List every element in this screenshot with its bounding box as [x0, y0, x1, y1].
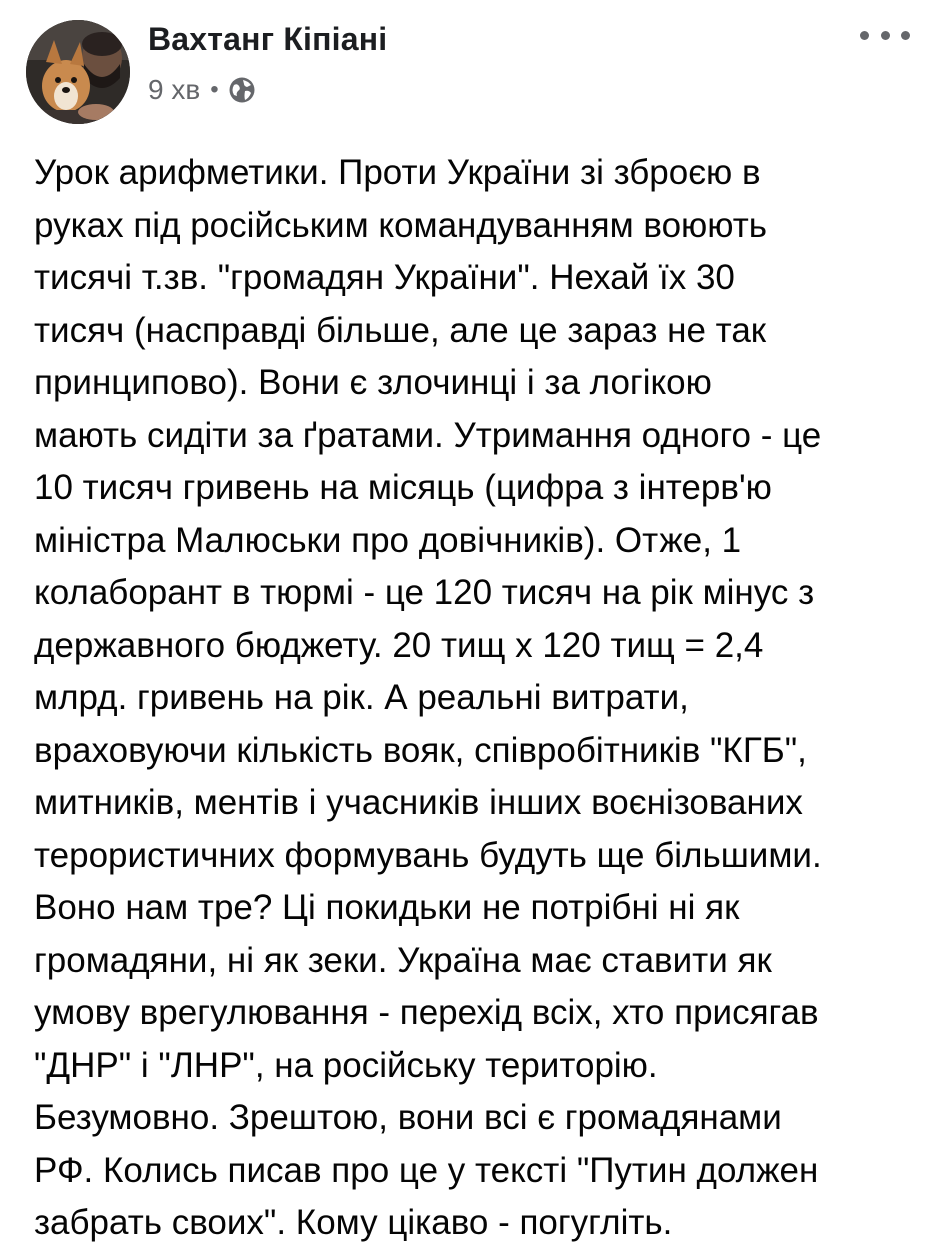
post-text-line: митників, ментів і учасників інших воєнізованих [34, 783, 803, 822]
post-text-line: принципово). Вони є злочинці і за логікою [34, 363, 712, 402]
more-options-icon [881, 31, 890, 40]
post-text-line: громадяни, ні як зеки. Україна має ставити як [34, 940, 772, 980]
post-text-line: враховуючи кількість вояк, співробітників "КГБ", [34, 730, 807, 770]
post-text-line: тисяч (насправді більше, але це зараз не так [34, 310, 767, 350]
post-text-line: Воно нам тре? Ці покидьки не потрібні ні як [34, 888, 740, 927]
post-text-line: умову врегулювання - перехід всіх, хто присягав [34, 993, 819, 1032]
post-text-line: терористичних формувань будуть ще більшими. [34, 835, 822, 875]
post-text-line: млрд. гривень на рік. А реальні витрати, [34, 678, 689, 717]
post-text-line: "ДНР" і "ЛНР", на російську територію. [34, 1045, 658, 1085]
post-text [34, 147, 934, 1250]
globe-icon[interactable] [227, 75, 257, 105]
more-options-icon [901, 31, 910, 40]
post-meta [148, 70, 257, 110]
post-text-line: 10 тисяч гривень на місяць (цифра з інтерв'ю [34, 468, 772, 507]
author-name[interactable]: Вахтанг Кіпіані [148, 21, 388, 57]
post-text-line: Безумовно. Зрештою, вони всі є громадянами [34, 1098, 782, 1137]
post-timestamp[interactable]: 9 хв [148, 74, 201, 105]
post-text-line: тисячі т.зв. "громадян України". Нехай їх 30 [34, 258, 735, 297]
post-text-line: руках під російським командуванням воюють [34, 205, 768, 245]
meta-separator: • [210, 76, 219, 103]
post-text-line: державного бюджету. 20 тищ х 120 тищ = 2,4 [34, 625, 764, 665]
avatar-photo [26, 20, 130, 124]
post-header [0, 0, 949, 130]
post-text-line: міністра Малюськи про довічників). Отже, 1 [34, 520, 742, 560]
post-text-line: колаборант в тюрмі - це 120 тисяч на рік мінус з [34, 573, 815, 612]
post-text-line: Урок арифметики. Проти України зі зброєю в [34, 153, 761, 192]
post-text-line: мають сидіти за ґратами. Утримання одного - це [34, 415, 822, 455]
more-options-icon [860, 31, 869, 40]
more-options-button[interactable] [860, 20, 910, 50]
post-text-line: забрать своих". Кому цікаво - погугліть. [34, 1203, 673, 1242]
post-text-line: РФ. Колись писав про це у тексті "Путин должен [34, 1150, 819, 1190]
avatar[interactable] [26, 20, 130, 124]
